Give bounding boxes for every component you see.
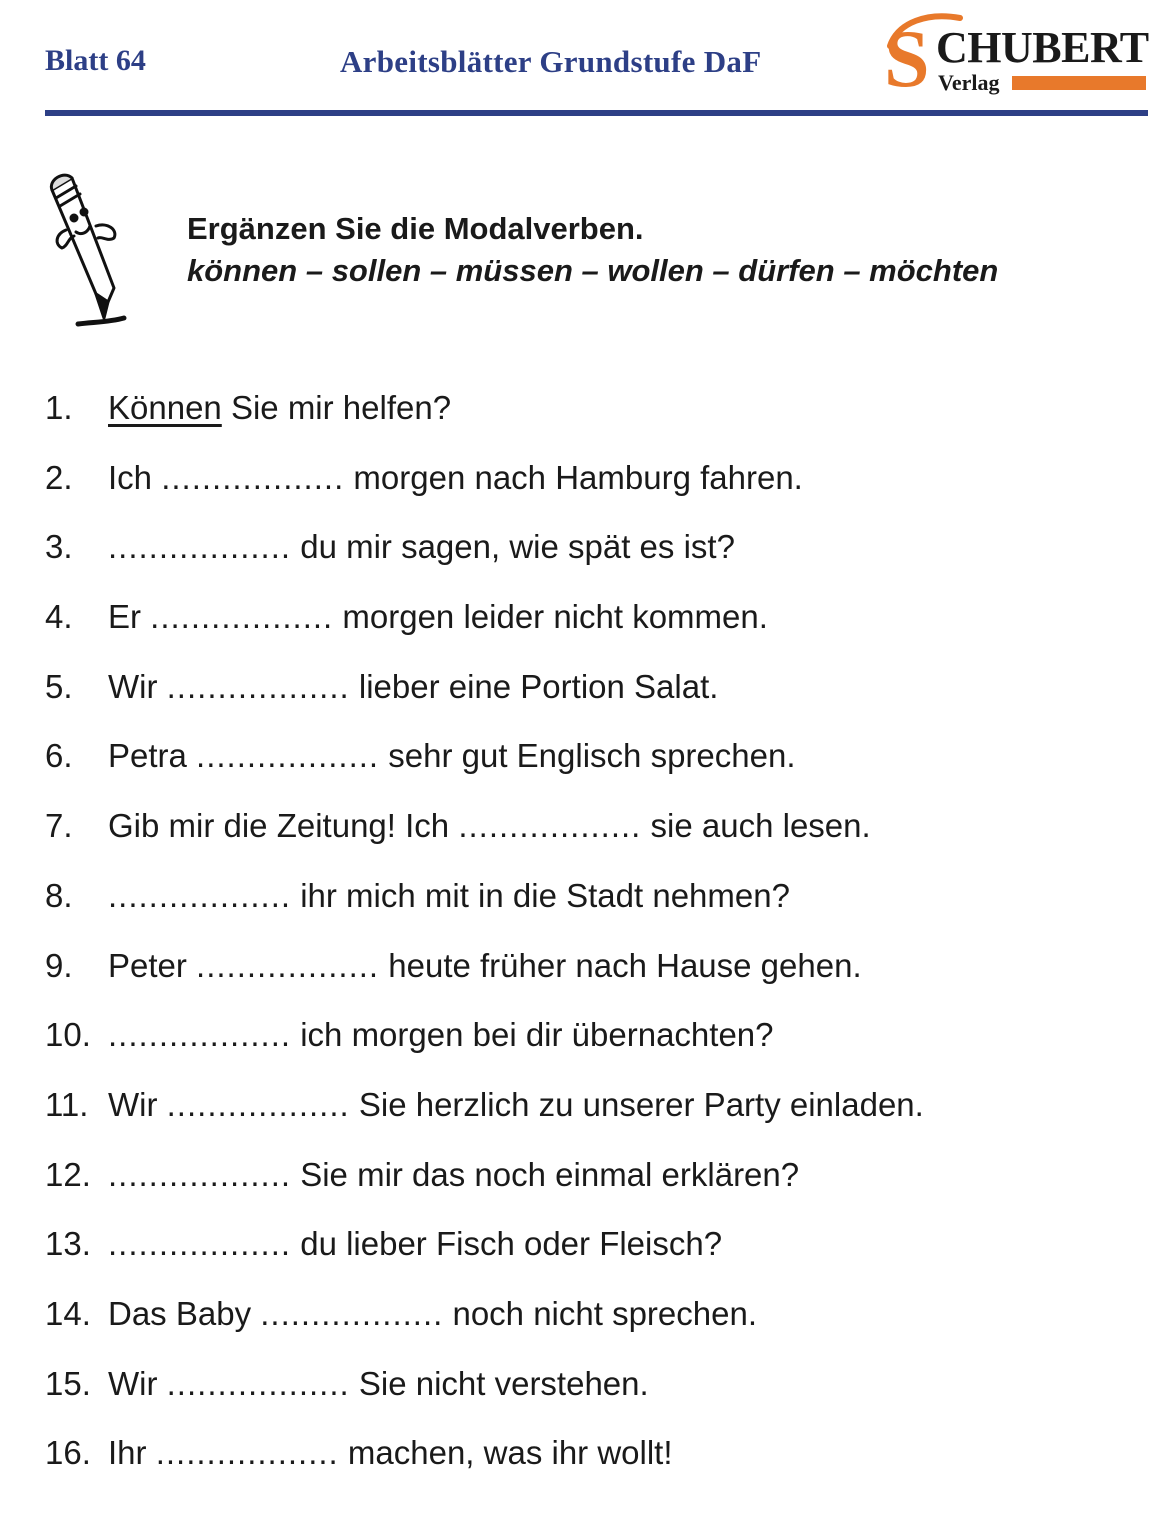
exercise-item [45, 1216, 1145, 1286]
answer-gap[interactable]: .................. [108, 1225, 292, 1263]
exercise-number: 8. [45, 876, 73, 914]
answer-gap[interactable]: .................. [166, 1085, 350, 1123]
sentence-start: Wir [108, 1085, 167, 1123]
exercise-list [45, 380, 1145, 1495]
exercise-item [45, 1356, 1145, 1426]
sentence-end: morgen leider nicht kommen. [333, 598, 768, 636]
answer-gap[interactable]: .................. [166, 1364, 350, 1402]
exercise-item [45, 1077, 1145, 1147]
exercise-number: 10. [45, 1016, 91, 1054]
header-rule [45, 110, 1148, 116]
answer-gap[interactable]: .................. [108, 1155, 292, 1193]
exercise-sentence [108, 659, 718, 715]
exercise-number: 6. [45, 737, 73, 775]
logo-sub: Verlag [938, 70, 1000, 95]
exercise-item [45, 798, 1145, 868]
sentence-start: Petra [108, 737, 197, 775]
exercise-number: 15. [45, 1364, 91, 1402]
exercise-item [45, 589, 1145, 659]
sentence-start: Er [108, 598, 151, 636]
sentence-end: Sie mir das noch einmal erklären? [291, 1155, 800, 1193]
answer-gap[interactable]: .................. [108, 876, 292, 914]
exercise-number: 13. [45, 1225, 91, 1263]
answer-gap[interactable]: .................. [150, 598, 334, 636]
sentence-start: Gib mir die Zeitung! Ich [108, 807, 459, 845]
sentence-end: lieber eine Portion Salat. [349, 667, 719, 705]
exercise-sentence [108, 1216, 722, 1272]
exercise-item [45, 380, 1145, 450]
pencil-mascot-icon [38, 172, 134, 332]
logo-bar [1012, 76, 1146, 90]
answer-gap[interactable]: .................. [196, 737, 380, 775]
exercise-sentence [108, 1286, 757, 1342]
instruction-title: Ergänzen Sie die Modalverben. [187, 211, 644, 246]
sentence-start: Wir [108, 1364, 167, 1402]
publisher-logo [880, 12, 1150, 104]
exercise-item [45, 519, 1145, 589]
exercise-sentence [108, 1425, 673, 1481]
exercise-sentence [108, 1077, 924, 1133]
sentence-end: Sie herzlich zu unserer Party einladen. [349, 1085, 924, 1123]
sentence-end: ich morgen bei dir übernachten? [291, 1016, 774, 1054]
answer-gap[interactable]: .................. [166, 667, 350, 705]
sentence-start: Peter [108, 946, 197, 984]
sentence-end: du lieber Fisch oder Fleisch? [291, 1225, 723, 1263]
logo-name: CHUBERT [936, 23, 1149, 72]
sheet-number: Blatt 64 [45, 44, 146, 77]
exercise-item [45, 1007, 1145, 1077]
series-title: Arbeitsblätter Grundstufe DaF [340, 44, 762, 79]
exercise-number: 14. [45, 1294, 91, 1332]
exercise-number: 5. [45, 667, 73, 705]
exercise-sentence [108, 798, 871, 854]
sentence-end: noch nicht sprechen. [443, 1294, 757, 1332]
page-header [0, 0, 1170, 120]
exercise-number: 1. [45, 389, 73, 426]
exercise-sentence [108, 728, 796, 784]
exercise-number: 2. [45, 458, 73, 496]
exercise-item [45, 1425, 1145, 1495]
sentence-end: machen, was ihr wollt! [338, 1434, 673, 1472]
sentence-end: ihr mich mit in die Stadt nehmen? [291, 876, 790, 914]
exercise-number: 3. [45, 528, 73, 566]
answer-gap[interactable]: .................. [260, 1294, 444, 1332]
exercise-number: 16. [45, 1434, 91, 1472]
exercise-item [45, 1147, 1145, 1217]
exercise-sentence [108, 450, 803, 506]
answer-gap[interactable]: .................. [161, 458, 345, 496]
exercise-number: 9. [45, 946, 73, 984]
exercise-number: 7. [45, 807, 73, 845]
exercise-item [45, 868, 1145, 938]
exercise-sentence [108, 1147, 799, 1203]
exercise-sentence [108, 868, 790, 924]
exercise-item [45, 1286, 1145, 1356]
sentence-end: sie auch lesen. [641, 807, 871, 845]
sentence-start: Ihr [108, 1434, 156, 1472]
sentence-start: Wir [108, 667, 167, 705]
exercise-sentence [108, 1356, 649, 1412]
exercise-item [45, 659, 1145, 729]
sentence-start: Ich [108, 458, 162, 496]
exercise-number: 4. [45, 598, 73, 636]
exercise-number: 11. [45, 1085, 89, 1123]
sentence-end: sehr gut Englisch sprechen. [379, 737, 796, 775]
exercise-sentence [108, 938, 862, 994]
exercise-sentence [108, 380, 451, 436]
answer-gap[interactable]: .................. [108, 528, 292, 566]
exercise-number: 12. [45, 1155, 91, 1193]
answer-gap[interactable]: .................. [108, 1016, 292, 1054]
answer-gap[interactable]: .................. [458, 807, 642, 845]
sentence-end: Sie nicht verstehen. [349, 1364, 649, 1402]
modal-verbs-list: können – sollen – müssen – wollen – dürfen – möchten [187, 253, 999, 288]
exercise-item [45, 728, 1145, 798]
exercise-sentence [108, 1007, 774, 1063]
exercise-sentence [108, 589, 768, 645]
sentence-end: heute früher nach Hause gehen. [379, 946, 862, 984]
sentence-end: du mir sagen, wie spät es ist? [291, 528, 735, 566]
task-instruction [187, 208, 998, 292]
sentence-end: Sie mir helfen? [221, 389, 452, 426]
logo-initial: S [884, 13, 930, 104]
exercise-sentence [108, 519, 735, 575]
answer-gap[interactable]: .................. [196, 946, 380, 984]
filled-answer: Können [108, 389, 222, 426]
sentence-start: Das Baby [108, 1294, 261, 1332]
sentence-end: morgen nach Hamburg fahren. [344, 458, 803, 496]
exercise-item [45, 938, 1145, 1008]
answer-gap[interactable]: .................. [155, 1434, 339, 1472]
exercise-item [45, 450, 1145, 520]
